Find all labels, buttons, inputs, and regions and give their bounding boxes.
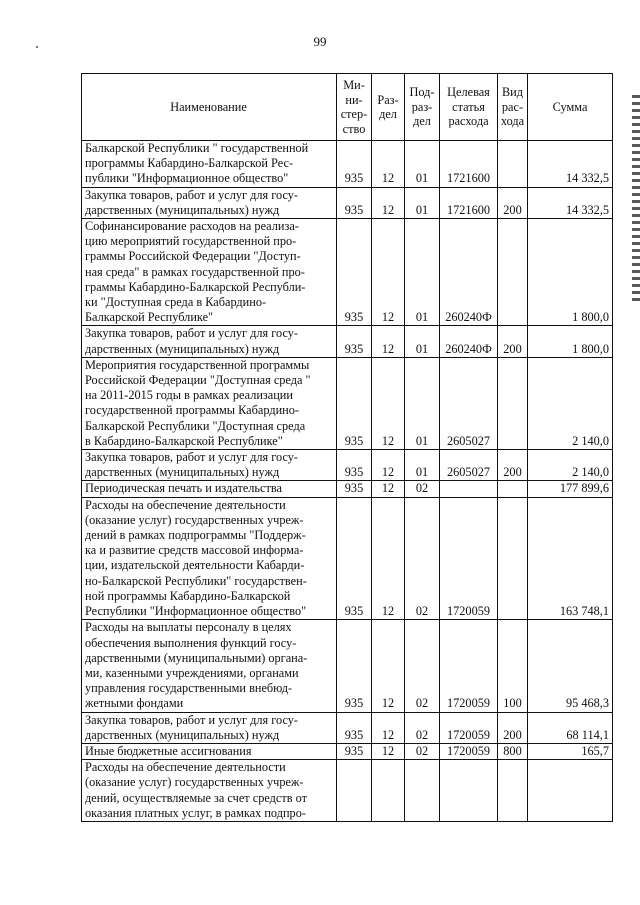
- scan-edge-marks: [632, 95, 640, 305]
- cell-sum: 165,7: [528, 743, 613, 759]
- cell-ministry: 935: [337, 326, 372, 357]
- header-sum: Сумма: [528, 74, 613, 141]
- cell-sum: 2 140,0: [528, 357, 613, 449]
- cell-ministry: 935: [337, 187, 372, 218]
- cell-name: Софинансирование расходов на реализа- цию мероприятий государственной про- граммы Российской Федерации "Доступ- ная среда" в рамках государственной про- граммы Кабардино-Балкарской Республи- ки "Доступная среда в Кабардино- Балкарской Республике": [82, 219, 337, 326]
- cell-ministry: 935: [337, 450, 372, 481]
- cell-target-item: 1720059: [440, 743, 498, 759]
- cell-expense-type: 200: [498, 712, 528, 743]
- budget-table: [81, 73, 613, 822]
- cell-section: 12: [372, 712, 405, 743]
- cell-target-item: [440, 760, 498, 822]
- cell-expense-type: 200: [498, 326, 528, 357]
- cell-expense-type: 800: [498, 743, 528, 759]
- cell-ministry: 935: [337, 743, 372, 759]
- scan-speck: [36, 46, 38, 48]
- cell-expense-type: [498, 219, 528, 326]
- cell-section: 12: [372, 219, 405, 326]
- cell-ministry: 935: [337, 481, 372, 497]
- cell-section: 12: [372, 187, 405, 218]
- table-header-row: [82, 74, 613, 141]
- cell-target-item: 1720059: [440, 497, 498, 620]
- cell-section: [372, 760, 405, 822]
- cell-ministry: 935: [337, 219, 372, 326]
- table-body: [82, 141, 613, 822]
- table-row: [82, 760, 613, 822]
- cell-sum: 2 140,0: [528, 450, 613, 481]
- table-row: [82, 497, 613, 620]
- cell-name: Закупка товаров, работ и услуг для госу- дарственных (муниципальных) нужд: [82, 450, 337, 481]
- header-section: Раз- дел: [372, 74, 405, 141]
- cell-target-item: 260240Ф: [440, 219, 498, 326]
- cell-target-item: 1720059: [440, 712, 498, 743]
- cell-section: 12: [372, 326, 405, 357]
- cell-subsection: 01: [405, 326, 440, 357]
- cell-target-item: 260240Ф: [440, 326, 498, 357]
- cell-ministry: 935: [337, 712, 372, 743]
- cell-sum: [528, 760, 613, 822]
- table-row: [82, 357, 613, 449]
- cell-target-item: 2605027: [440, 450, 498, 481]
- cell-name: Мероприятия государственной программы Российской Федерации "Доступная среда " на 2011-2015 годы в рамках реализации государственной программы Кабардино- Балкарской Республики "Доступная среда в Кабардино-Балкарской Республике": [82, 357, 337, 449]
- cell-sum: 163 748,1: [528, 497, 613, 620]
- cell-section: 12: [372, 481, 405, 497]
- cell-ministry: 935: [337, 357, 372, 449]
- page-number: 99: [313, 34, 327, 49]
- cell-name: Закупка товаров, работ и услуг для госу- дарственных (муниципальных) нужд: [82, 712, 337, 743]
- cell-sum: 177 899,6: [528, 481, 613, 497]
- table-row: [82, 326, 613, 357]
- cell-ministry: 935: [337, 141, 372, 188]
- table-row: [82, 450, 613, 481]
- cell-target-item: 1721600: [440, 141, 498, 188]
- cell-target-item: 1720059: [440, 620, 498, 712]
- cell-subsection: 01: [405, 219, 440, 326]
- cell-expense-type: 200: [498, 187, 528, 218]
- header-subsection: Под- раз- дел: [405, 74, 440, 141]
- header-expense-type: Вид рас- хода: [498, 74, 528, 141]
- cell-expense-type: [498, 357, 528, 449]
- header-target-item: Целевая статья расхода: [440, 74, 498, 141]
- cell-name: Расходы на выплаты персоналу в целях обеспечения выполнения функций госу- дарственными (муниципальными) органа- ми, казенными учреждениями, органами управления государственными внебюд- жетными фондами: [82, 620, 337, 712]
- cell-subsection: 02: [405, 712, 440, 743]
- cell-expense-type: 200: [498, 450, 528, 481]
- header-ministry: Ми- ни- стер- ство: [337, 74, 372, 141]
- table-row: [82, 743, 613, 759]
- cell-name: Расходы на обеспечение деятельности (оказание услуг) государственных учреж- дений, осуществляемые за счет средств от оказания платных услуг, в рамках подпро-: [82, 760, 337, 822]
- cell-name: Балкарской Республики " государственной программы Кабардино-Балкарской Рес- публики "Информационное общество": [82, 141, 337, 188]
- cell-sum: 1 800,0: [528, 219, 613, 326]
- cell-sum: 14 332,5: [528, 187, 613, 218]
- table-row: [82, 712, 613, 743]
- cell-sum: 1 800,0: [528, 326, 613, 357]
- cell-sum: 95 468,3: [528, 620, 613, 712]
- cell-section: 12: [372, 141, 405, 188]
- cell-expense-type: [498, 760, 528, 822]
- cell-target-item: 2605027: [440, 357, 498, 449]
- cell-subsection: [405, 760, 440, 822]
- cell-section: 12: [372, 450, 405, 481]
- cell-ministry: [337, 760, 372, 822]
- cell-subsection: 02: [405, 481, 440, 497]
- cell-subsection: 01: [405, 187, 440, 218]
- cell-sum: 68 114,1: [528, 712, 613, 743]
- table-row: [82, 219, 613, 326]
- cell-expense-type: [498, 497, 528, 620]
- cell-section: 12: [372, 357, 405, 449]
- cell-expense-type: [498, 481, 528, 497]
- cell-name: Иные бюджетные ассигнования: [82, 743, 337, 759]
- cell-subsection: 01: [405, 450, 440, 481]
- cell-ministry: 935: [337, 497, 372, 620]
- table-row: [82, 187, 613, 218]
- cell-name: Закупка товаров, работ и услуг для госу- дарственных (муниципальных) нужд: [82, 187, 337, 218]
- cell-target-item: 1721600: [440, 187, 498, 218]
- cell-section: 12: [372, 743, 405, 759]
- cell-name: Расходы на обеспечение деятельности (оказание услуг) государственных учреж- дений в рамках подпрограммы "Поддерж- ка и развитие средств массовой информа- ции, издательской деятельности Кабарди- но-Балкарской Республики" государствен- ной программы Кабардино-Балкарской Республики "Информационное общество": [82, 497, 337, 620]
- cell-name: Закупка товаров, работ и услуг для госу- дарственных (муниципальных) нужд: [82, 326, 337, 357]
- table-row: [82, 141, 613, 188]
- cell-subsection: 02: [405, 743, 440, 759]
- cell-section: 12: [372, 620, 405, 712]
- cell-subsection: 01: [405, 141, 440, 188]
- cell-sum: 14 332,5: [528, 141, 613, 188]
- cell-ministry: 935: [337, 620, 372, 712]
- header-name: Наименование: [82, 74, 337, 141]
- cell-target-item: [440, 481, 498, 497]
- table-row: [82, 620, 613, 712]
- cell-section: 12: [372, 497, 405, 620]
- cell-subsection: 02: [405, 497, 440, 620]
- cell-name: Периодическая печать и издательства: [82, 481, 337, 497]
- cell-expense-type: 100: [498, 620, 528, 712]
- cell-subsection: 02: [405, 620, 440, 712]
- cell-expense-type: [498, 141, 528, 188]
- table-row: [82, 481, 613, 497]
- cell-subsection: 01: [405, 357, 440, 449]
